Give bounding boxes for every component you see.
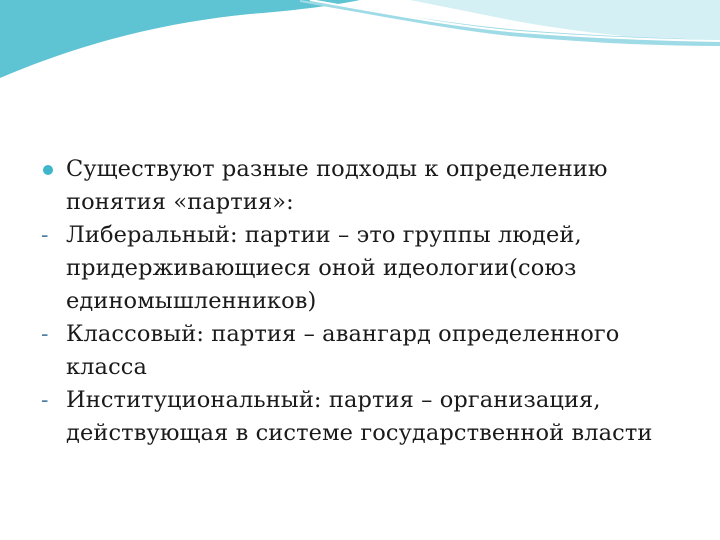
dash-marker: - [41,388,49,413]
list-item [40,219,700,318]
header-wave-decoration [0,0,720,90]
bullet-dot-icon [43,165,53,175]
list-item-text: Либеральный: партии – это группы людей, придерживающиеся оной идеологии(союз единомышленников) [66,222,582,314]
dash-marker: - [41,322,49,347]
list-item [40,318,700,384]
list-item-text: Классовый: партия – авангард определенного класса [66,321,620,380]
slide-body [40,153,700,450]
list-item-text: Институциональный: партия – организация, действующая в системе государственной власти [66,387,653,446]
header-wave-main [0,0,360,78]
intro-text: Существуют разные подходы к определению понятия «партия»: [66,156,608,215]
list-item [40,384,700,450]
dash-marker: - [41,223,49,248]
intro-bullet [40,153,700,219]
